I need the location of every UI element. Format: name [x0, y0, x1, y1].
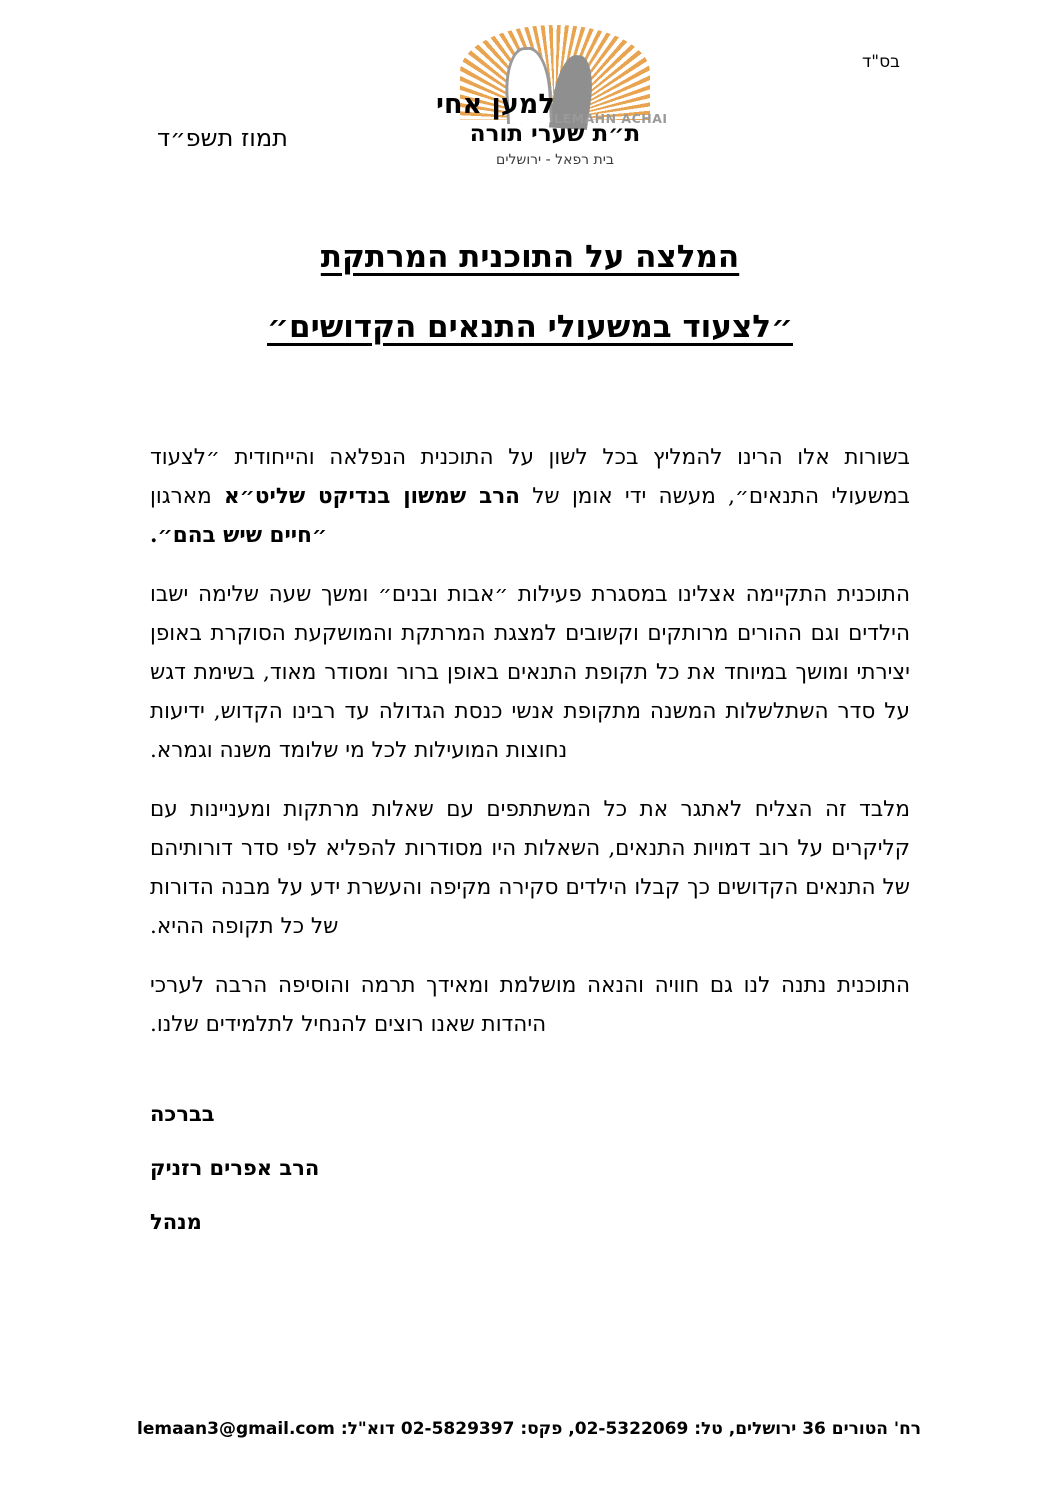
logo-name-hebrew: למען אחי	[436, 89, 555, 120]
letter-header	[0, 0, 1058, 170]
logo-school-name: ת״ת שערי תורה	[469, 121, 641, 147]
logo-name-english: LEMAHN ACHAI	[554, 111, 668, 126]
letter-body	[150, 222, 910, 1236]
paragraph-2: התוכנית התקיימה אצלינו במסגרת פעילות ״אבות ובנים״ ומשך שעה שלימה ישבו הילדים וגם ההורים מרותקים וקשובים למצגת המרתקת והמושקעת הסוקרת באופן יצירתי ומושך במיוחד את כל תקופת התנאים באופן ברור ומסודר מאוד, בשימת דגש על סדר השתלשלות המשנה מתקופת אנשי כנסת הגדולה עד רבינו הקדוש, ידיעות נחוצות המועילות לכל מי שלומד משנה וגמרא.	[150, 582, 910, 763]
paragraph-3: מלבד זה הצליח לאתגר את כל המשתתפים עם שאלות מרתקות ומעניינות עם קליקרים על רוב דמויות התנאים, השאלות היו מסודרות להפליא לפי סדר דורותיהם של התנאים הקדושים כך קבלו הילדים סקירה מקיפה והעשרת ידע על מבנה הדורות של כל תקופה ההיא.	[150, 797, 910, 939]
letter-title-line1: המלצה על התוכנית המרתקת	[320, 239, 740, 275]
paragraphs	[150, 438, 910, 1044]
letter-title	[150, 222, 910, 362]
signature-name: הרב אפרים רזניק	[150, 1155, 320, 1180]
organization-name-bold: ״חיים שיש בהם״.	[150, 523, 328, 548]
organization-logo	[436, 25, 668, 173]
footer-contact: רח' הטורים 36 ירושלים, טל: 02-5322069, פקס: 02-5829397 דוא"ל:	[334, 1419, 921, 1439]
paragraph-4: התוכנית נתנה לנו גם חוויה והנאה מושלמת ומאידך תרמה והוסיפה הרבה לערכי היהדות שאנו רוצים להנחיל לתלמידים שלנו.	[150, 973, 910, 1037]
paragraph-1: בשורות אלו הרינו להמליץ בכל לשון על התוכנית הנפלאה והייחודית ״לצעוד במשעולי התנאים״, מעשה ידי אומן של הרב שמשון בנדיקט שליט״א מארגון ״חיים שיש בהם״.	[150, 445, 910, 548]
bsd-text: בס"ד	[862, 52, 900, 72]
footer-contact-line	[0, 1419, 1058, 1439]
signature-closing: בברכה	[150, 1101, 215, 1126]
signature-role: מנהל	[150, 1209, 202, 1234]
signature-block	[150, 1100, 910, 1236]
rabbi-name-bold: הרב שמשון בנדיקט שליט״א	[223, 484, 520, 509]
logo-location: בית רפאל - ירושלים	[496, 152, 614, 168]
letter-title-line2: ״לצעוד במשעולי התנאים הקדושים״	[267, 309, 793, 345]
footer-email: lemaan3@gmail.com	[137, 1419, 335, 1439]
letter-date: תמוז תשפ״ד	[157, 124, 288, 152]
